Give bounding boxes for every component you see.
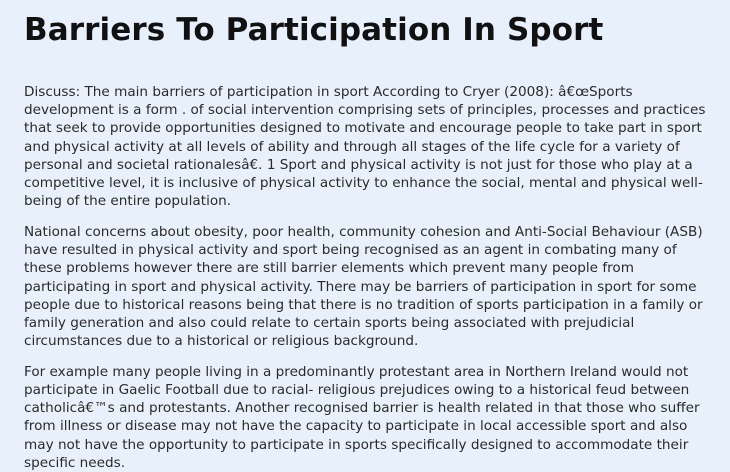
- paragraph-national-concerns: National concerns about obesity, poor health, community cohesion and Anti-Social Behaviour (ASB) have resulted in physical activity and sport being recognised as an agent in combating many of these problems however there are still barrier elements which prevent many people from participating in sport and physical activity. There may be barriers of participation in sport for some people due to historical reasons being that there is no tradition of sports participation in a family or family generation and also could relate to certain sports being associated with prejudicial circumstances due to a historical or religious background.: [24, 223, 703, 350]
- paragraph-discuss: Discuss: The main barriers of participation in sport According to Cryer (2008): â€œSports development is a form . of social intervention comprising sets of principles, processes and practices that seek to provide opportunities designed to motivate and encourage people to take part in sport and physical activity at all levels of ability and through all stages of the life cycle for a variety of personal and societal rationalesâ€. 1 Sport and physical activity is not just for those who play at a competitive level, it is inclusive of physical activity to enhance the social, mental and physical well-being of the entire population.: [24, 84, 706, 210]
- paragraph-for-example: For example many people living in a predominantly protestant area in Northern Ireland would not participate in Gaelic Football due to racial- religious prejudices owing to a historical feud between catholicâ€™s and protestants. Another recognised barrier is health related in that those who suffer from illness or disease may not have the capacity to participate in local accessible sport and also may not have the opportunity to participate in sports specifically designed to accommodate their specific needs.: [24, 363, 700, 471]
- document-title: Barriers To Participation In Sport: [24, 12, 604, 48]
